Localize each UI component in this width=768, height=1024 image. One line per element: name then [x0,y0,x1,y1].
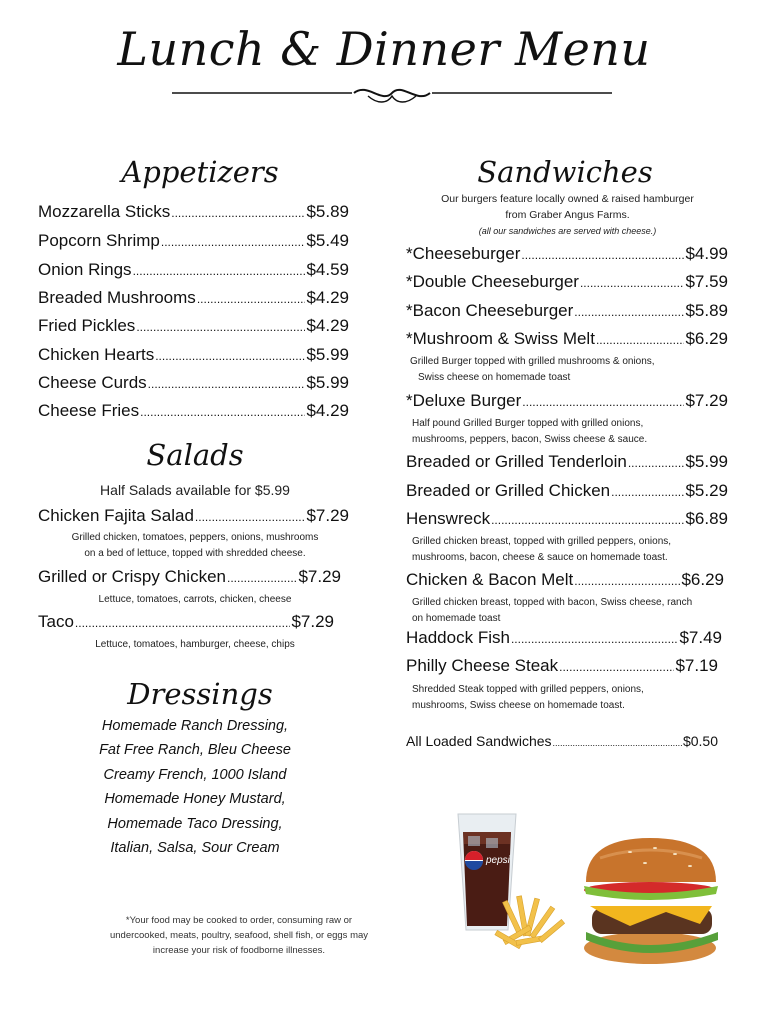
menu-item: Breaded Mushrooms ..... $4.29 [38,288,349,308]
food-illustration [450,808,730,974]
appetizers-heading: Appetizers [121,155,279,189]
menu-item: Henswreck ..... $6.89 [406,509,728,529]
menu-item: Cheese Curds ..... $5.99 [38,373,349,393]
food-safety-footnote: *Your food may be cooked to order, consuming raw or undercooked, meats, poultry, seafood, shell fish, or eggs may increase your risk of foodborne illnesses. [109,915,369,956]
menu-item: *Bacon Cheeseburger ..... $5.89 [406,301,728,321]
menu-item: *Deluxe Burger ..... $7.29 [406,391,728,411]
sandwiches-heading: Sandwiches [477,155,653,189]
cheeseburger-icon [584,838,718,964]
pepsi-label: pepsi [486,855,510,866]
menu-item: Chicken & Bacon Melt ..... $6.29 [406,570,724,590]
half-salads-note: Half Salads available for $5.99 [100,482,290,498]
item-description: Lettuce, tomatoes, hamburger, cheese, chips [95,639,295,650]
menu-item: Breaded or Grilled Chicken ..... $5.29 [406,481,728,501]
item-description: Grilled chicken, tomatoes, peppers, onions, mushrooms on a bed of lettuce, topped with shredded cheese. [71,532,319,559]
menu-item: Onion Rings ..... $4.59 [38,260,349,280]
loaded-sandwiches-item: All Loaded Sandwiches ..... $0.50 [406,733,718,749]
menu-item: Fried Pickles ..... $4.29 [38,316,349,336]
menu-item: Chicken Fajita Salad ..... $7.29 [38,506,349,526]
menu-item: Popcorn Shrimp ..... $5.49 [38,231,349,251]
item-description: Grilled chicken breast, topped with bacon, Swiss cheese, ranch on homemade toast [412,597,693,624]
menu-item: *Double Cheeseburger ..... $7.59 [406,272,728,292]
menu-item: Taco ..... $7.29 [38,612,334,632]
menu-item: Mozzarella Sticks ..... $5.89 [38,202,349,222]
menu-title: Lunch & Dinner Menu [117,22,651,76]
menu-item: *Mushroom & Swiss Melt ..... $6.29 [406,329,728,349]
item-description: Grilled chicken breast, topped with grilled peppers, onions, mushrooms, bacon, cheese & sauce on homemade toast. [412,536,672,563]
item-description: Half pound Grilled Burger topped with grilled onions, mushrooms, peppers, bacon, Swiss cheese & sauce. [412,418,648,445]
item-description: Shredded Steak topped with grilled peppers, onions, mushrooms, Swiss cheese on homemade toast. [412,684,644,711]
menu-item: *Cheeseburger ..... $4.99 [406,244,728,264]
menu-item: Breaded or Grilled Tenderloin ..... $5.99 [406,452,728,472]
menu-item: Haddock Fish ..... $7.49 [406,628,722,648]
menu-item: Cheese Fries ..... $4.29 [38,401,349,421]
item-description: Lettuce, tomatoes, carrots, chicken, cheese [98,594,292,605]
salads-heading: Salads [146,438,244,472]
dressings-heading: Dressings [127,677,273,711]
dressings-list: Homemade Ranch Dressing, Fat Free Ranch, Bleu Cheese Creamy French, 1000 Island Homemade Honey Mustard, Homemade Taco Dressing, Italian, Salsa, Sour Cream [99,718,291,857]
sandwiches-intro: Our burgers feature locally owned & raised hamburger from Graber Angus Farms. (all our sandwiches are served with cheese.) [441,193,694,236]
menu-item: Chicken Hearts ..... $5.99 [38,345,349,365]
menu-item: Grilled or Crispy Chicken ..... $7.29 [38,567,341,587]
item-description: Grilled Burger topped with grilled mushrooms & onions, Swiss cheese on homemade toast [410,356,655,383]
title-flourish [172,84,612,108]
menu-item: Philly Cheese Steak ..... $7.19 [406,656,718,676]
